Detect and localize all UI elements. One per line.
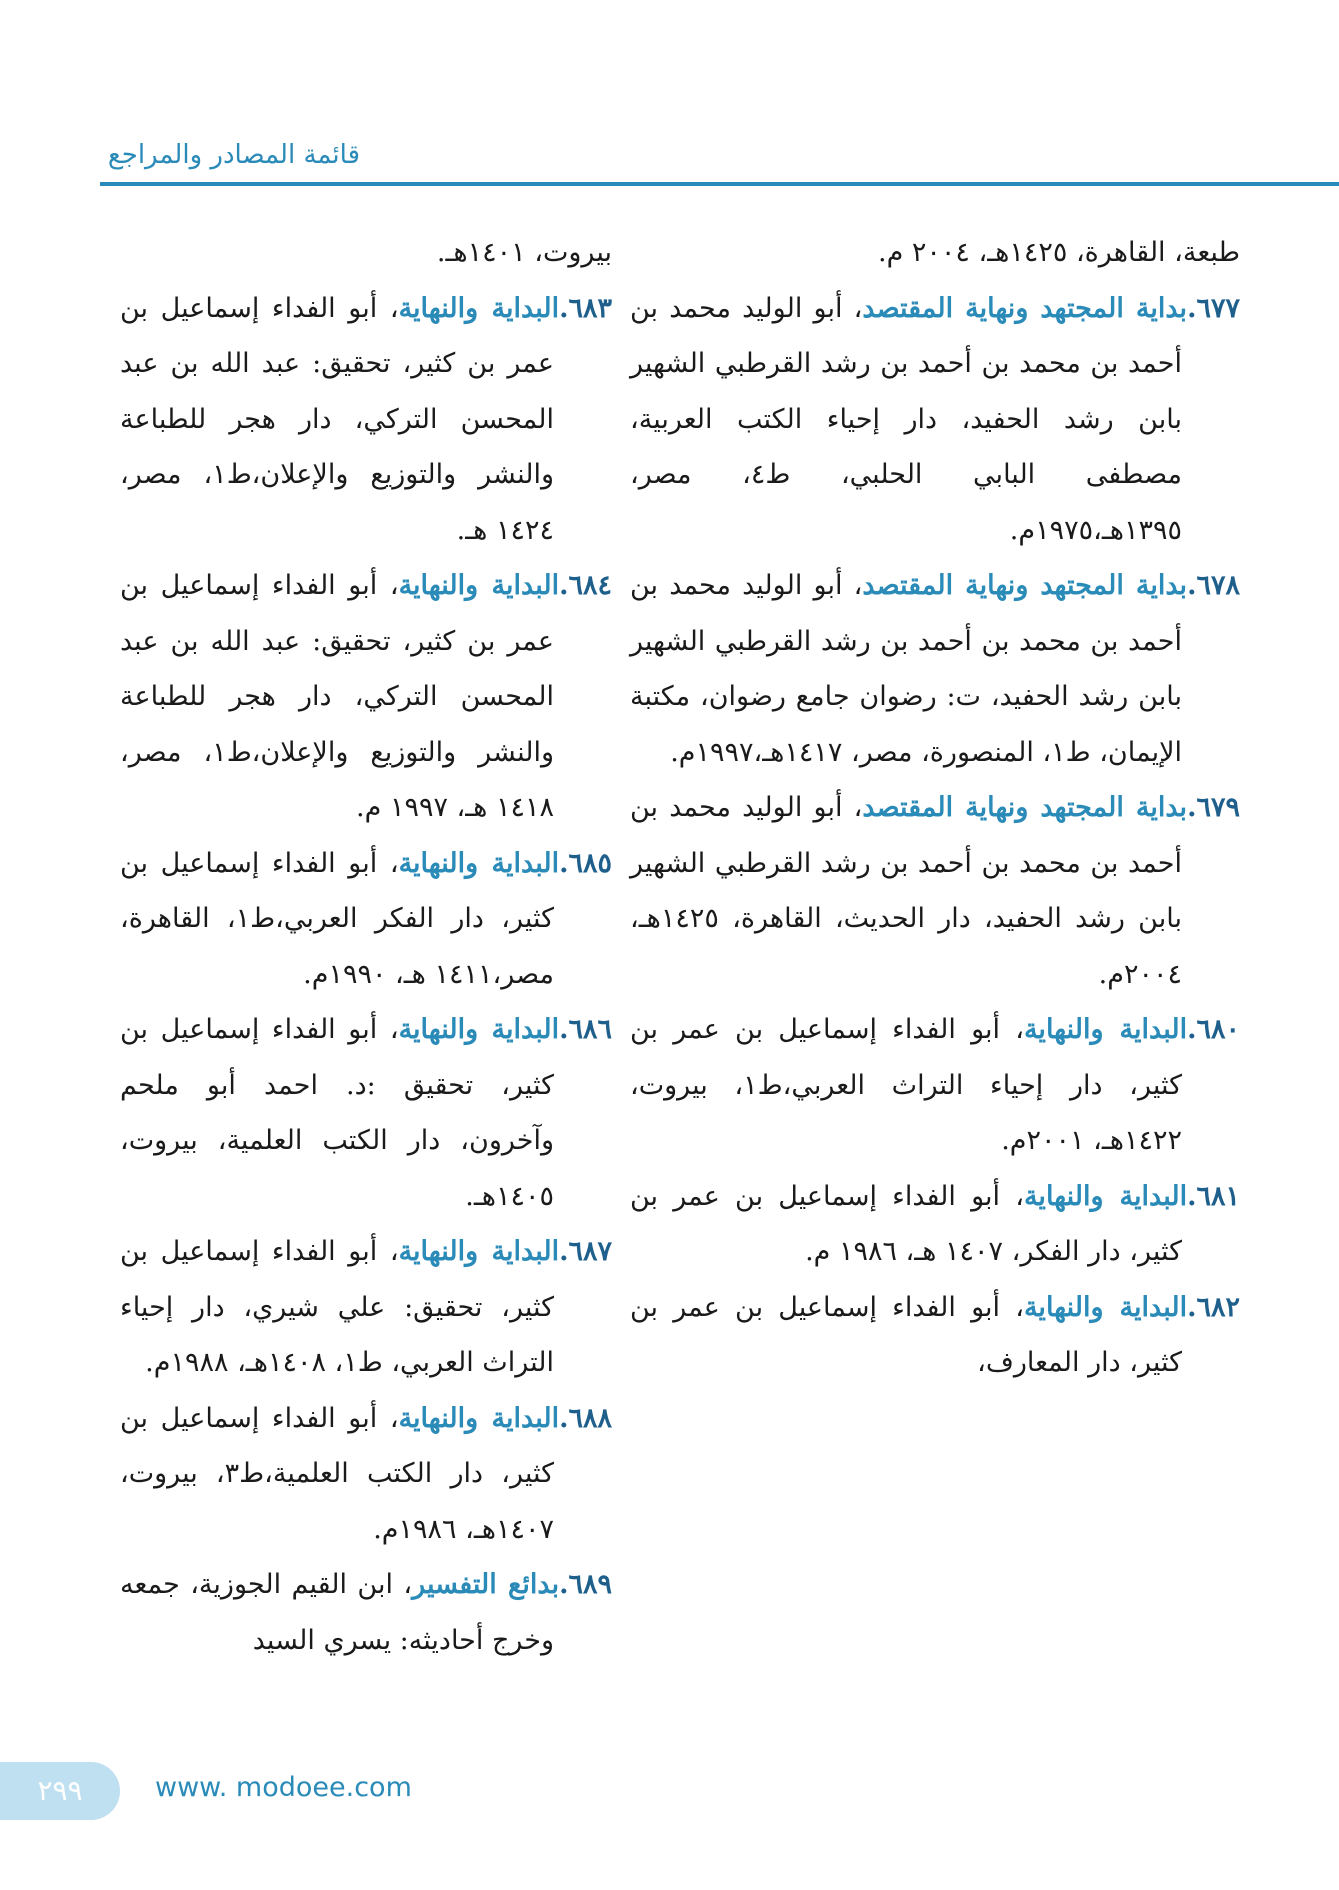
entry-number: ٦٧٩. — [1187, 792, 1240, 823]
entry-title: البداية والنهاية — [1023, 1180, 1188, 1212]
reference-entry — [120, 1557, 612, 1668]
reference-entry — [120, 225, 612, 281]
entry-number: ٦٨٧. — [559, 1236, 613, 1267]
entry-text: ، أبو الفداء إسماعيل بن عمر بن كثير، دار الفكر، ١٤٠٧ هـ، ١٩٨٦ م. — [630, 1180, 1182, 1267]
entry-title: البداية والنهاية — [398, 1014, 560, 1045]
entry-text: ، أبو الفداء إسماعيل بن عمر بن كثير، دار المعارف، — [630, 1291, 1182, 1378]
references-column-left — [120, 225, 612, 1668]
entry-title: البداية والنهاية — [398, 292, 560, 324]
entry-text: بيروت، ١٤٠١هـ. — [436, 237, 612, 268]
reference-entry — [120, 1002, 612, 1224]
reference-entry — [120, 1391, 612, 1558]
running-header: قائمة المصادر والمراجع — [107, 140, 360, 170]
entry-title: بداية المجتهد ونهاية المقتصد — [862, 570, 1188, 601]
entry-text: ، أبو الوليد محمد بن أحمد بن محمد بن أحمد بن رشد القرطبي الشهير بابن رشد الحفيد، دار الحديث، القاهرة، ١٤٢٥هـ، ٢٠٠٤م. — [630, 792, 1182, 990]
entry-text: ، أبو الفداء إسماعيل بن كثير، دار الفكر العربي،ط١، القاهرة، مصر،١٤١١ هـ، ١٩٩٠م. — [120, 847, 555, 990]
entry-title: البداية والنهاية — [1023, 1291, 1188, 1323]
entry-number: ٦٨٤. — [559, 570, 613, 601]
entry-text: ، أبو الفداء إسماعيل بن كثير، دار الكتب العلمية،ط٣، بيروت، ١٤٠٧هـ، ١٩٨٦م. — [120, 1402, 555, 1545]
website-url: www. modoee.com — [155, 1772, 412, 1803]
entry-text: ، ابن القيم الجوزية، جمعه وخرج أحاديثه: يسري السيد — [120, 1569, 554, 1656]
entry-number: ٦٨٦. — [559, 1014, 613, 1045]
reference-entry — [630, 780, 1240, 1002]
entry-text: ، أبو الفداء إسماعيل بن عمر بن كثير، تحقيق: عبد الله بن عبد المحسن التركي، دار هجر للطباعة والنشر والتوزيع والإعلان،ط١، مصر، ١٤١٨ هـ، ١٩٩٧ م. — [120, 570, 554, 823]
reference-entry — [120, 836, 612, 1003]
entry-title: بداية المجتهد ونهاية المقتصد — [862, 292, 1188, 324]
entry-number: ٦٨٥. — [559, 847, 613, 879]
reference-entry — [120, 1224, 612, 1391]
reference-entry — [630, 1002, 1240, 1169]
references-column-right — [630, 225, 1240, 1391]
entry-text: ، أبو الفداء إسماعيل بن كثير، تحقيق: علي شيري، دار إحياء التراث العربي، ط١، ١٤٠٨هـ، ١٩٨٨م. — [120, 1236, 554, 1378]
reference-entry — [630, 1169, 1240, 1280]
entry-title: بداية المجتهد ونهاية المقتصد — [862, 792, 1188, 823]
entry-number: ٦٨٠. — [1187, 1014, 1240, 1045]
entry-title: البداية والنهاية — [1023, 1014, 1188, 1045]
entry-number: ٦٨٢. — [1187, 1291, 1240, 1323]
entry-number: ٦٨٩. — [559, 1569, 613, 1600]
entry-number: ٦٧٧. — [1187, 292, 1240, 324]
entry-title: البداية والنهاية — [398, 570, 560, 601]
entry-title: بدائع التفسير — [412, 1569, 560, 1600]
entry-title: البداية والنهاية — [398, 847, 560, 879]
reference-entry — [630, 558, 1240, 780]
reference-entry — [630, 281, 1240, 559]
reference-entry — [630, 225, 1240, 281]
entry-number: ٦٨٨. — [559, 1402, 613, 1434]
page-number: ٢٩٩ — [0, 1762, 120, 1820]
reference-entry — [630, 1280, 1240, 1391]
header-rule — [100, 182, 1339, 186]
entry-title: البداية والنهاية — [398, 1236, 560, 1267]
entry-text: ، أبو الفداء إسماعيل بن عمر بن كثير، تحقيق: عبد الله بن عبد المحسن التركي، دار هجر للطباعة والنشر والتوزيع والإعلان،ط١، مصر، ١٤٢٤ هـ. — [120, 292, 554, 546]
entry-number: ٦٨١. — [1187, 1180, 1240, 1212]
entry-text: ، أبو الوليد محمد بن أحمد بن محمد بن أحمد بن رشد القرطبي الشهير بابن رشد الحفيد، ت: رضوان جامع رضوان، مكتبة الإيمان، ط١، المنصورة، مصر، ١٤١٧هـ،١٩٩٧م. — [630, 570, 1182, 768]
entry-number: ٦٧٨. — [1187, 570, 1240, 601]
entry-text: طبعة، القاهرة، ١٤٢٥هـ، ٢٠٠٤ م. — [877, 237, 1240, 268]
entry-title: البداية والنهاية — [398, 1402, 560, 1434]
entry-text: ، أبو الوليد محمد بن أحمد بن محمد بن أحمد بن رشد القرطبي الشهير بابن رشد الحفيد، دار إحياء الكتب العربية، مصطفى البابي الحلبي، ط٤، مصر، ١٣٩٥هـ،١٩٧٥م. — [630, 292, 1182, 546]
reference-entry — [120, 558, 612, 836]
entry-number: ٦٨٣. — [559, 292, 613, 324]
entry-text: ، أبو الفداء إسماعيل بن عمر بن كثير، دار إحياء التراث العربي،ط١، بيروت، ١٤٢٢هـ، ٢٠٠١م. — [630, 1014, 1182, 1156]
reference-entry — [120, 281, 612, 559]
entry-text: ، أبو الفداء إسماعيل بن كثير، تحقيق :د. احمد أبو ملحم وآخرون، دار الكتب العلمية، بيروت، ١٤٠٥هـ. — [120, 1014, 554, 1212]
